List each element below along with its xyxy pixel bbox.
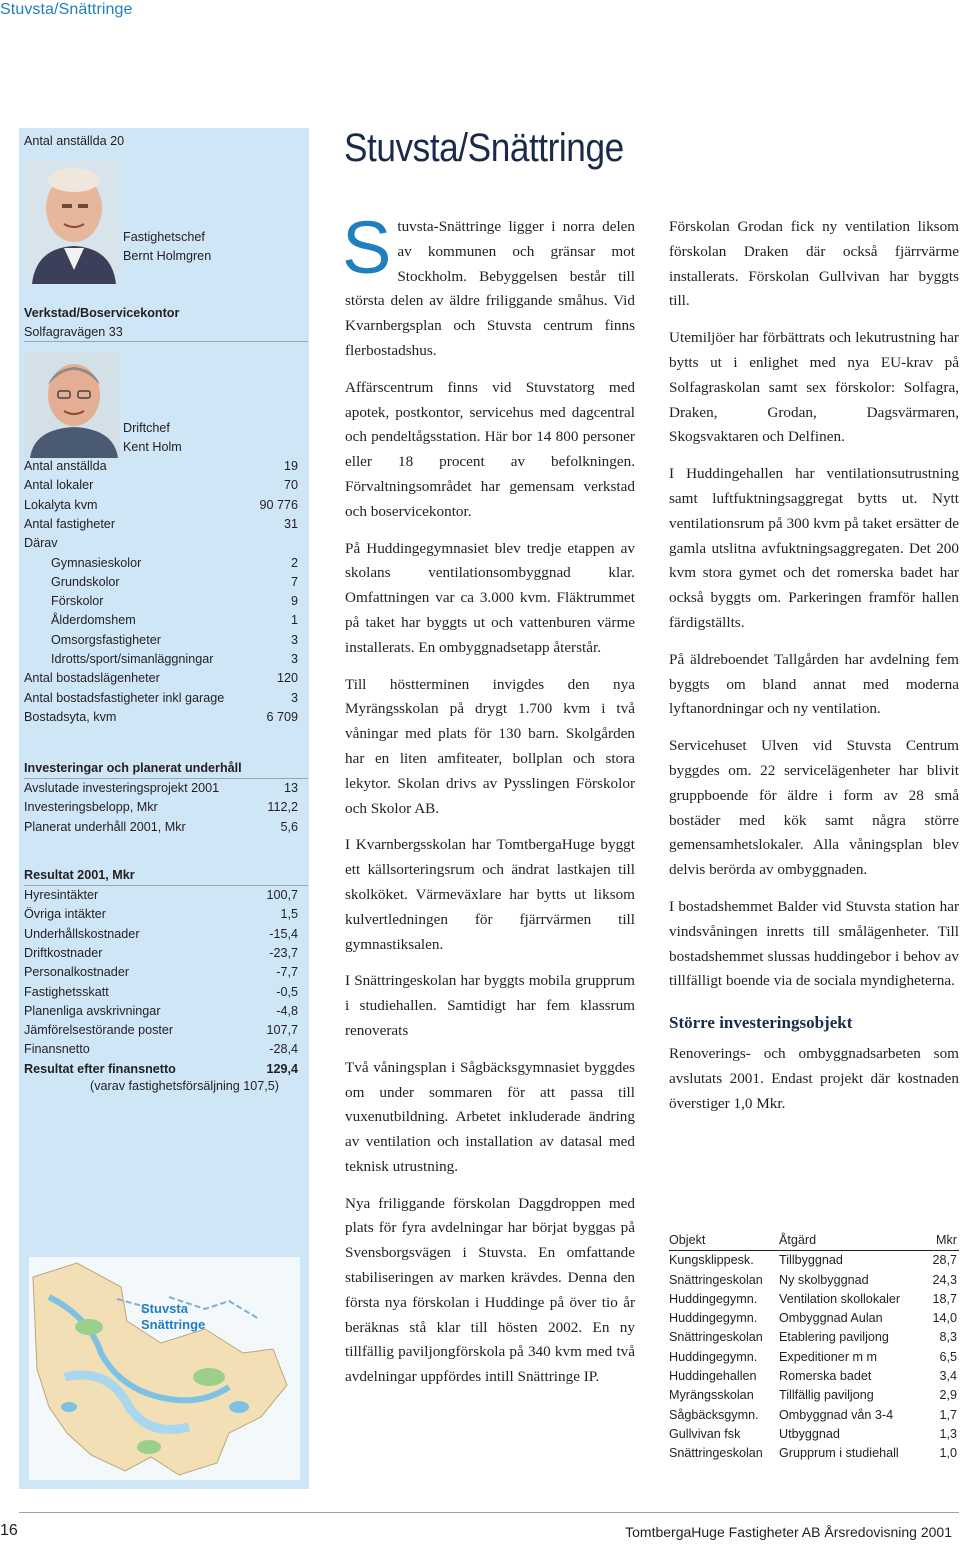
table-row	[669, 1328, 959, 1347]
page-number: 16	[0, 1522, 18, 1539]
map-label-snattringe: Snättringe	[141, 1317, 206, 1332]
stat-row	[24, 573, 298, 592]
stat-row-value: 90 776	[259, 497, 298, 512]
person2-role: Driftchef	[123, 421, 170, 435]
result-row-value: 1,5	[280, 907, 298, 922]
result-row-value: -23,7	[269, 945, 298, 960]
table-row	[669, 1251, 959, 1270]
stat-row-value: 3	[290, 652, 298, 666]
col1-paragraph-7: Två våningsplan i Sågbäcksgymnasiet byggdes om under sommaren för att passa till vuxenutbildning. Arbetet inkluderade ändring av ventilation och installation av datasal med teknisk utrustning.	[345, 1058, 635, 1175]
cell-atgard: Grupprum i studiehall	[779, 1446, 899, 1461]
cell-atgard: Expeditioner m m	[779, 1349, 877, 1364]
table-row	[669, 1444, 959, 1463]
cell-atgard: Ombyggnad Aulan	[779, 1311, 883, 1326]
investment-table	[669, 1231, 959, 1464]
cell-atgard: Utbyggnad	[779, 1426, 840, 1441]
investment-table-header	[669, 1231, 959, 1251]
result-row-label: Driftkostnader	[24, 945, 103, 960]
result-row-label: Fastighetsskatt	[24, 984, 109, 999]
result-row-label: Personalkostnader	[24, 965, 130, 980]
stat-row-value: 70	[283, 478, 298, 493]
col1-paragraph-3: På Huddingegymnasiet blev tredje etappen av skolans ventilationsombyggnad klar. Omfattningen var ca 3.000 kvm. Fläktrummet på taket har byggts ut och vattenburen värme installerats. En ombyggnadsetapp återstår.	[345, 539, 635, 656]
col2-paragraph-4: På äldreboendet Tallgården har avdelning fem byggts om bland annat med moderna lyftanordningar och ny ventilation.	[669, 650, 959, 718]
table-row	[669, 1386, 959, 1405]
stat-row-label: Därav	[24, 536, 58, 551]
stat-row-label: Gymnasieskolor	[51, 555, 142, 570]
cell-mkr: 8,3	[939, 1330, 957, 1345]
stat-row-label: Antal anställda	[24, 459, 107, 473]
investments-title: Investeringar och planerat underhåll	[24, 761, 242, 775]
cell-atgard: Tillbyggnad	[779, 1253, 843, 1268]
investment-row-label: Investeringsbelopp, Mkr	[24, 800, 158, 815]
result-title: Resultat 2001, Mkr	[24, 868, 135, 882]
stat-row	[24, 496, 298, 515]
cell-mkr: 1,0	[939, 1446, 957, 1461]
cell-atgard: Romerska badet	[779, 1369, 872, 1384]
result-row-label: Planenliga avskrivningar	[24, 1003, 161, 1018]
stat-row	[24, 515, 298, 534]
result-row-value: -0,5	[276, 984, 298, 999]
result-row	[24, 1021, 298, 1040]
investment-row-label: Planerat underhåll 2001, Mkr	[24, 819, 186, 834]
result-row	[24, 1060, 298, 1079]
cell-mkr: 24,3	[932, 1272, 957, 1287]
cell-objekt: Snättringeskolan	[669, 1272, 763, 1287]
employees-top: Antal anställda 20	[24, 134, 125, 148]
stat-row-label: Idrotts/sport/simanläggningar	[51, 652, 214, 666]
stat-row-value: 3	[290, 690, 298, 705]
col2-paragraph-7: Renoverings- och ombyggnadsarbeten som avslutats 2001. Endast projekt där kostnaden överstiger 1,0 Mkr.	[669, 1045, 959, 1112]
stat-row	[24, 689, 298, 708]
table-row	[669, 1290, 959, 1309]
result-row-value: -7,7	[276, 965, 298, 980]
stat-row-label: Antal bostadslägenheter	[24, 671, 160, 686]
result-note: (varav fastighetsförsäljning 107,5)	[90, 1079, 280, 1093]
stat-row	[24, 611, 298, 630]
person1-name: Bernt Holmgren	[123, 249, 212, 263]
stat-row	[24, 708, 298, 727]
cell-atgard: Ventilation skollokaler	[779, 1291, 901, 1306]
cell-objekt: Snättringeskolan	[669, 1330, 763, 1345]
stat-row-label: Förskolor	[51, 594, 104, 609]
stat-row	[24, 650, 298, 669]
stat-row	[24, 534, 298, 553]
result-row	[24, 905, 298, 924]
stat-row-label: Omsorgsfastigheter	[51, 632, 161, 647]
table-row	[669, 1367, 959, 1386]
table-row	[669, 1348, 959, 1367]
drop-cap: S	[342, 206, 392, 289]
table-row	[669, 1406, 959, 1425]
result-row-value: -4,8	[276, 1003, 298, 1018]
footer-divider	[19, 1512, 959, 1513]
result-row-label: Jämförelsestörande poster	[24, 1023, 174, 1038]
body-column-2	[669, 215, 959, 1129]
table-row	[669, 1309, 959, 1328]
investment-row	[24, 818, 298, 837]
map-label-stuvsta: Stuvsta	[141, 1301, 188, 1316]
footer-company: TomtbergaHuge Fastigheter AB Årsredovisning 2001	[625, 1524, 952, 1540]
stat-row-value: 120	[276, 671, 298, 686]
col2-paragraph-1: Förskolan Grodan fick ny ventilation liksom förskolan Draken där också fjärrvärme installerats. Förskolan Gullvivan har byggts till.	[669, 218, 959, 310]
result-row	[24, 886, 298, 905]
investment-row-value: 13	[283, 781, 298, 795]
col1-paragraph-6: I Snättringeskolan har byggts mobila grupprum i studiehallen. Samtidigt har fem klassrum renoverats	[345, 972, 635, 1039]
result-row	[24, 1002, 298, 1021]
cell-objekt: Gullvivan fsk	[669, 1426, 741, 1441]
header-atgard: Åtgärd	[779, 1233, 817, 1247]
stat-row	[24, 669, 298, 688]
cell-objekt: Myrängsskolan	[669, 1388, 754, 1403]
cell-mkr: 2,9	[939, 1388, 957, 1403]
workshop-address: Solfagravägen 33	[24, 325, 123, 339]
col1-paragraph-8: Nya friliggande förskolan Daggdroppen med plats för fyra avdelningar har börjat byggas på Svensborgsvägen i Stuvsta. En omfattande stabiliseringen av marken krävdes. Denna den första nya förskolan i Huddinge på över tio år beräknas stå klar till hösten 2002. En ny tillfällig paviljongförskola på 340 kvm med två avdelningar uppfördes intill Snättringe IP.	[345, 1194, 635, 1386]
col1-paragraph-5: I Kvarnbergsskolan har TomtbergaHuge byggt ett källsorteringsrum och ändrat lastkajen till skolköket. Värmeväxlare har bytts ut liksom kulvertledningen för fjärrvärmen till gymnastiksalen.	[345, 836, 635, 953]
col1-paragraph-2: Affärscentrum finns vid Stuvstatorg med apotek, postkontor, servicehus med dagcentral och pendeltågsstation. Här bor 14 800 personer eller 18 procent av befolkningen. Förvaltningsområdet har gemensam verkstad och boservicekontor.	[345, 378, 635, 520]
stat-row-label: Grundskolor	[51, 574, 120, 589]
cell-mkr: 14,0	[932, 1311, 957, 1326]
stat-row-value: 9	[290, 594, 298, 609]
stat-row	[24, 476, 298, 495]
sidebar-divider	[24, 341, 308, 342]
result-row	[24, 963, 298, 982]
stat-row-value: 1	[290, 613, 298, 628]
result-row-label: Hyresintäkter	[24, 888, 99, 902]
investment-row-value: 5,6	[280, 819, 298, 834]
table-row	[669, 1271, 959, 1290]
result-row	[24, 944, 298, 963]
investment-row-value: 112,2	[267, 800, 298, 815]
col2-paragraph-2: Utemiljöer har förbättrats och lekutrustning har bytts ut i enlighet med nya EU-krav på Solfagraskolan samt sex förskolor: Solfagra, Draken, Grodan, Dagsvärmaren, Skogsvaktaren och Delfinen.	[669, 329, 959, 446]
col1-paragraph-4: Till höstterminen invigdes den nya Myrängsskolan på drygt 1.700 kvm i två våningar med plats för 130 barn. Skolgården har en liten amfiteater, bollplan och stora lekytor. Skolan drivs av Pysslingen Förskolor och Skolor AB.	[345, 675, 635, 817]
stat-row-label: Bostadsyta, kvm	[24, 709, 117, 724]
result-row-label: Underhållskostnader	[24, 926, 140, 941]
cell-atgard: Etablering paviljong	[779, 1330, 889, 1345]
col2-paragraph-3: I Huddingehallen har ventilationsutrustning samt luftfuktningsaggregat bytts ut. Nytt ventilationsrum på 300 kvm på taket ersätter de gamla utslitna avfuktningsaggregaten. Det 200 kvm stora gymet och det romerska badet har också byggts om. Parkeringen framför hallen färdigställts.	[669, 465, 959, 631]
stat-row-label: Antal bostadsfastigheter inkl garage	[24, 690, 225, 705]
subhead-investments: Större investeringsobjekt	[669, 1013, 853, 1033]
stat-row-value: 3	[290, 632, 298, 647]
header-mkr: Mkr	[936, 1233, 957, 1247]
cell-mkr: 3,4	[939, 1369, 957, 1384]
result-row-label: Resultat efter finansnetto	[24, 1061, 176, 1076]
cell-objekt: Sågbäcksgymn.	[669, 1407, 759, 1422]
result-row-value: -15,4	[269, 926, 298, 941]
stat-row-value: 6 709	[266, 709, 298, 724]
main-title: Stuvsta/Snättringe	[344, 126, 624, 170]
investment-row-label: Avslutade investeringsprojekt 2001	[24, 781, 220, 795]
result-row	[24, 925, 298, 944]
investment-row	[24, 798, 298, 817]
stat-row-value: 7	[290, 574, 298, 589]
cell-atgard: Ombyggnad vån 3-4	[779, 1407, 894, 1422]
cell-mkr: 28,7	[932, 1253, 957, 1268]
stat-row	[24, 457, 298, 476]
cell-mkr: 18,7	[932, 1291, 957, 1306]
stat-row-value: 19	[283, 459, 298, 473]
col1-paragraph-1: Stuvsta-Snättringe ligger i norra delen av kommunen och gränsar mot Stockholm. Bebyggelsen består till största delen av äldre friliggande småhus. Vid Kvarnbergsplan och Stuvsta centrum finns flerbostadshus.	[342, 206, 635, 359]
cell-objekt: Huddingegymn.	[669, 1311, 758, 1326]
cell-mkr: 1,3	[939, 1426, 957, 1441]
result-row-label: Övriga intäkter	[24, 907, 106, 922]
col2-paragraph-5: Servicehuset Ulven vid Stuvsta Centrum byggdes om. 22 servicelägenheter har blivit gruppboende för äldre i form av 28 små bostäder med kök samt några större gemensamhetslokaler. Alla våningsplan blev delvis berörda av ombyggnaden.	[669, 737, 959, 879]
stat-row-label: Lokalyta kvm	[24, 497, 98, 512]
header-objekt: Objekt	[669, 1233, 706, 1247]
stat-row-label: Ålderdomshem	[51, 613, 136, 628]
person2-name: Kent Holm	[123, 440, 182, 454]
area-map	[29, 1257, 300, 1480]
col2-paragraph-6: I bostadshemmet Balder vid Stuvsta station har vindsvåningen inretts till smålägenheter. Till bostadshemmet slussas huddingebor i behov av tillfälligt boende via de sociala myndigheterna.	[669, 897, 959, 990]
stat-row-label: Antal lokaler	[24, 478, 94, 493]
stat-row	[24, 631, 298, 650]
person1-role: Fastighetschef	[123, 230, 205, 244]
result-row-value: 107,7	[266, 1023, 298, 1038]
page-header-title: Stuvsta/Snättringe	[0, 1, 133, 18]
stat-row-value: 2	[290, 555, 298, 570]
stat-row-value: 31	[283, 516, 298, 531]
result-row-value: 100,7	[266, 888, 298, 902]
result-row	[24, 983, 298, 1002]
stat-row	[24, 554, 298, 573]
stat-row-label: Antal fastigheter	[24, 516, 116, 531]
workshop-title: Verkstad/Boservicekontor	[24, 306, 180, 320]
result-row-value: 129,4	[266, 1061, 298, 1076]
cell-atgard: Tillfällig paviljong	[779, 1388, 874, 1403]
cell-objekt: Huddingegymn.	[669, 1349, 758, 1364]
cell-objekt: Snättringeskolan	[669, 1446, 763, 1461]
cell-mkr: 6,5	[939, 1349, 957, 1364]
result-row	[24, 1040, 298, 1059]
result-row-value: -28,4	[269, 1042, 298, 1057]
stat-row	[24, 592, 298, 611]
map-graphic	[29, 1257, 300, 1480]
photo-bernt-holmgren	[24, 160, 120, 284]
result-row-label: Finansnetto	[24, 1042, 90, 1057]
photo-kent-holm	[24, 353, 120, 458]
investment-row	[24, 779, 298, 798]
table-row	[669, 1425, 959, 1444]
cell-objekt: Kungsklippesk.	[669, 1253, 754, 1268]
page-header	[0, 0, 960, 22]
cell-mkr: 1,7	[939, 1407, 957, 1422]
cell-objekt: Huddingehallen	[669, 1369, 757, 1384]
cell-objekt: Huddingegymn.	[669, 1291, 758, 1306]
cell-atgard: Ny skolbyggnad	[779, 1272, 869, 1287]
body-column-1	[342, 206, 635, 1402]
